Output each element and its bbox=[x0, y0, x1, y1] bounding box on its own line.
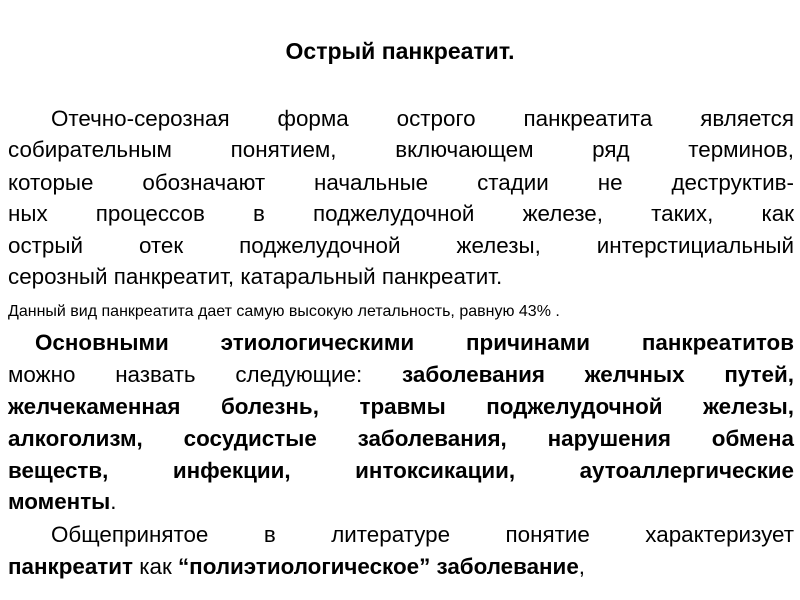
paragraph1-line5: острый отек поджелудочной железы, интерстициальный bbox=[8, 233, 794, 258]
paragraph2-line2-bold: заболевания желчных путей, bbox=[402, 362, 794, 387]
paragraph1-line2: собирательным понятием, включающем ряд терминов, bbox=[8, 137, 794, 162]
paragraph2-line5: веществ, инфекции, интоксикации, аутоаллергические bbox=[8, 458, 794, 483]
paragraph1-line6: серозный панкреатит, катаральный панкреатит. bbox=[8, 264, 503, 289]
paragraph3-line2 bbox=[8, 553, 794, 581]
paragraph2-line6 bbox=[8, 488, 794, 516]
slide-title: Острый панкреатит. bbox=[285, 38, 515, 64]
paragraph1-line3: которые обозначают начальные стадии не деструктив- bbox=[8, 170, 794, 195]
paragraph3-line2-bold1: панкреатит bbox=[8, 554, 133, 579]
mortality-note: Данный вид панкреатита дает самую высокую летальность, равную 43% . bbox=[8, 303, 560, 320]
paragraph1-line1: Отечно-серозная форма острого панкреатита является bbox=[51, 106, 794, 131]
paragraph3-line1: Общепринятое в литературе понятие характеризует bbox=[51, 522, 794, 547]
paragraph2-line4: алкоголизм, сосудистые заболевания, нарушения обмена bbox=[8, 426, 794, 451]
paragraph1-line4: ных процессов в поджелудочной железе, таких, как bbox=[8, 201, 794, 226]
paragraph2-line2 bbox=[8, 361, 794, 389]
paragraph2-line6-bold: моменты bbox=[8, 489, 111, 514]
paragraph2-line3: желчекаменная болезнь, травмы поджелудочной железы, bbox=[8, 394, 794, 419]
paragraph2-line6-tail: . bbox=[110, 489, 117, 514]
paragraph2-line1: Основными этиологическими причинами панкреатитов bbox=[35, 330, 794, 355]
paragraph3-line2-normal: как bbox=[133, 554, 178, 579]
paragraph2-line2-normal: можно назвать следующие: bbox=[8, 362, 403, 387]
paragraph3-line2-tail: , bbox=[578, 554, 586, 579]
paragraph3-line2-bold2: “полиэтиологическое” заболевание bbox=[177, 554, 579, 579]
